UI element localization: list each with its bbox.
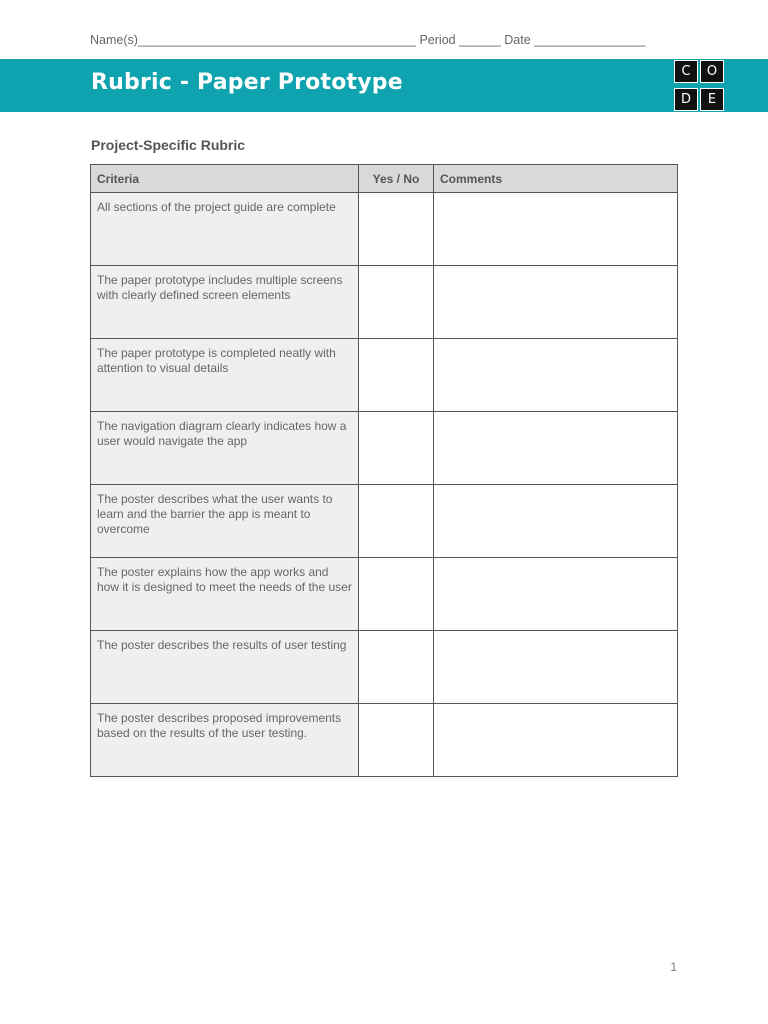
name-period-date-line: Name(s)________________________________________ Period ______ Date ________________ [90, 33, 646, 47]
column-header-yes-no: Yes / No [359, 165, 434, 193]
section-heading: Project-Specific Rubric [91, 137, 246, 153]
yes-no-cell[interactable] [359, 631, 434, 704]
yes-no-cell[interactable] [359, 339, 434, 412]
comments-cell[interactable] [434, 193, 678, 266]
logo-letter-c: C [674, 60, 698, 83]
logo-letter-o: O [700, 60, 724, 83]
comments-cell[interactable] [434, 558, 678, 631]
table-row [91, 266, 678, 339]
yes-no-cell[interactable] [359, 266, 434, 339]
criteria-cell: The poster explains how the app works and how it is designed to meet the needs of the user [91, 558, 359, 631]
page-title: Rubric - Paper Prototype [91, 70, 403, 95]
table-row [91, 631, 678, 704]
rubric-table [90, 164, 678, 777]
criteria-cell: The poster describes what the user wants to learn and the barrier the app is meant to overcome [91, 485, 359, 558]
criteria-cell: All sections of the project guide are complete [91, 193, 359, 266]
table-row [91, 704, 678, 777]
table-header-row [91, 165, 678, 193]
table-row [91, 412, 678, 485]
yes-no-cell[interactable] [359, 412, 434, 485]
comments-cell[interactable] [434, 339, 678, 412]
table-row [91, 339, 678, 412]
table-row [91, 558, 678, 631]
table-row [91, 485, 678, 558]
logo-letter-d: D [674, 88, 698, 111]
logo-letter-e: E [700, 88, 724, 111]
yes-no-cell[interactable] [359, 485, 434, 558]
table-row [91, 193, 678, 266]
criteria-cell: The paper prototype is completed neatly with attention to visual details [91, 339, 359, 412]
comments-cell[interactable] [434, 412, 678, 485]
comments-cell[interactable] [434, 631, 678, 704]
code-logo [671, 59, 725, 111]
criteria-cell: The poster describes the results of user testing [91, 631, 359, 704]
criteria-cell: The poster describes proposed improvements based on the results of the user testing. [91, 704, 359, 777]
yes-no-cell[interactable] [359, 193, 434, 266]
comments-cell[interactable] [434, 266, 678, 339]
column-header-criteria: Criteria [91, 165, 359, 193]
yes-no-cell[interactable] [359, 558, 434, 631]
comments-cell[interactable] [434, 485, 678, 558]
column-header-comments: Comments [434, 165, 678, 193]
criteria-cell: The navigation diagram clearly indicates how a user would navigate the app [91, 412, 359, 485]
yes-no-cell[interactable] [359, 704, 434, 777]
criteria-cell: The paper prototype includes multiple screens with clearly defined screen elements [91, 266, 359, 339]
title-banner [0, 59, 768, 112]
page-number: 1 [670, 960, 677, 974]
comments-cell[interactable] [434, 704, 678, 777]
